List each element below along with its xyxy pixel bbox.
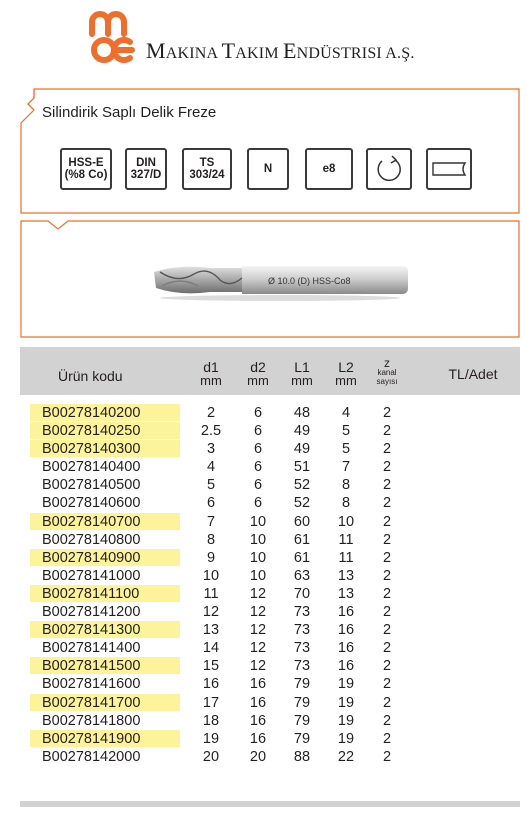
l1-cell: 61 bbox=[293, 531, 311, 548]
type-n-badge: N bbox=[247, 148, 289, 190]
d1-cell: 16 bbox=[202, 676, 220, 693]
z-cell: 2 bbox=[382, 459, 392, 476]
l2-cell: 11 bbox=[338, 531, 354, 548]
price-cell bbox=[413, 458, 520, 476]
l2-cell: 19 bbox=[337, 676, 355, 693]
l2-cell: 19 bbox=[337, 730, 355, 747]
z-cell: 2 bbox=[382, 513, 392, 530]
column-header-l1: L1 mm bbox=[291, 359, 313, 388]
product-code-cell: B00278140800 bbox=[42, 531, 141, 548]
d2-cell: 16 bbox=[249, 694, 267, 711]
z-cell: 2 bbox=[382, 748, 392, 765]
table-row bbox=[20, 585, 520, 603]
l2-cell: 4 bbox=[341, 405, 351, 421]
d1-cell: 15 bbox=[202, 658, 220, 675]
material-badge: HSS-E (%8 Co) bbox=[60, 148, 112, 190]
d2-cell: 10 bbox=[249, 567, 267, 584]
price-cell bbox=[413, 404, 520, 422]
d1-cell: 3 bbox=[206, 441, 216, 458]
z-cell: 2 bbox=[382, 567, 392, 584]
z-cell: 2 bbox=[382, 622, 392, 639]
product-code-cell: B00278142000 bbox=[42, 748, 141, 765]
l2-cell: 16 bbox=[337, 658, 355, 675]
d2-cell: 6 bbox=[253, 459, 263, 476]
product-title: Silindirik Saplı Delik Freze bbox=[42, 104, 217, 121]
table-row bbox=[20, 730, 520, 748]
price-cell bbox=[413, 440, 520, 458]
table-row bbox=[20, 422, 520, 440]
l1-cell: 73 bbox=[293, 640, 311, 657]
z-cell: 2 bbox=[382, 495, 392, 512]
z-cell: 2 bbox=[382, 441, 392, 458]
l1-cell: 63 bbox=[293, 567, 311, 584]
l2-cell: 5 bbox=[341, 423, 351, 440]
column-header-l2: L2 mm bbox=[335, 359, 357, 388]
z-cell: 2 bbox=[382, 531, 392, 548]
z-cell: 2 bbox=[382, 549, 392, 566]
d2-cell: 16 bbox=[249, 730, 267, 747]
table-row bbox=[20, 694, 520, 712]
l2-cell: 19 bbox=[337, 694, 355, 711]
d1-cell: 6 bbox=[206, 495, 216, 512]
z-cell: 2 bbox=[382, 640, 392, 657]
price-cell bbox=[413, 494, 520, 512]
z-cell: 2 bbox=[382, 405, 392, 421]
table-header bbox=[20, 347, 520, 395]
column-header-code: Ürün kodu bbox=[58, 368, 123, 384]
price-cell bbox=[413, 694, 520, 712]
l2-cell: 22 bbox=[337, 748, 355, 765]
product-code-cell: B00278141100 bbox=[30, 585, 180, 602]
l2-cell: 13 bbox=[337, 567, 355, 584]
product-code-cell: B00278140250 bbox=[30, 422, 180, 439]
l1-cell: 79 bbox=[293, 730, 311, 747]
rotation-icon bbox=[366, 148, 412, 190]
table-row bbox=[20, 603, 520, 621]
price-cell bbox=[413, 712, 520, 730]
d2-cell: 6 bbox=[253, 495, 263, 512]
d1-cell: 2.5 bbox=[200, 423, 222, 440]
d1-cell: 17 bbox=[202, 694, 220, 711]
d1-cell: 7 bbox=[206, 513, 216, 530]
d1-cell: 14 bbox=[202, 640, 220, 657]
z-cell: 2 bbox=[382, 585, 392, 602]
price-cell bbox=[413, 422, 520, 440]
l1-cell: 52 bbox=[293, 477, 311, 494]
product-code-cell: B00278140600 bbox=[42, 495, 141, 512]
l1-cell: 73 bbox=[293, 622, 311, 639]
price-cell bbox=[413, 549, 520, 567]
table-row bbox=[20, 712, 520, 730]
table-footer-bar bbox=[20, 801, 520, 807]
l1-cell: 49 bbox=[293, 441, 311, 458]
l1-cell: 79 bbox=[293, 712, 311, 729]
price-cell bbox=[413, 675, 520, 693]
price-cell bbox=[413, 567, 520, 585]
l1-cell: 79 bbox=[293, 694, 311, 711]
d2-cell: 20 bbox=[249, 748, 267, 765]
table-row bbox=[20, 440, 520, 458]
price-cell bbox=[413, 639, 520, 657]
table-row bbox=[20, 476, 520, 494]
d2-cell: 12 bbox=[249, 585, 267, 602]
d2-cell: 10 bbox=[249, 513, 267, 530]
d2-cell: 6 bbox=[253, 423, 263, 440]
table-row bbox=[20, 458, 520, 476]
z-cell: 2 bbox=[382, 694, 392, 711]
d1-cell: 20 bbox=[202, 748, 220, 765]
price-cell bbox=[413, 585, 520, 603]
table-row bbox=[20, 639, 520, 657]
d2-cell: 6 bbox=[253, 477, 263, 494]
product-code-cell: B00278140200 bbox=[30, 404, 180, 421]
l1-cell: 61 bbox=[293, 549, 311, 566]
l2-cell: 16 bbox=[337, 640, 355, 657]
table-row bbox=[20, 404, 520, 422]
table-row bbox=[20, 567, 520, 585]
l2-cell: 10 bbox=[337, 513, 355, 530]
l1-cell: 70 bbox=[293, 585, 311, 602]
d2-cell: 12 bbox=[249, 640, 267, 657]
price-cell bbox=[413, 531, 520, 549]
z-cell: 2 bbox=[382, 712, 392, 729]
l1-cell: 52 bbox=[293, 495, 311, 512]
d1-cell: 10 bbox=[202, 567, 220, 584]
d1-cell: 18 bbox=[202, 712, 220, 729]
product-code-cell: B00278140700 bbox=[30, 513, 180, 530]
product-code-cell: B00278141400 bbox=[42, 640, 141, 657]
d1-cell: 4 bbox=[206, 459, 216, 476]
price-cell bbox=[413, 657, 520, 675]
table-row bbox=[20, 531, 520, 549]
d2-cell: 16 bbox=[249, 712, 267, 729]
product-code-cell: B00278140300 bbox=[30, 440, 180, 457]
product-code-cell: B00278141900 bbox=[30, 730, 180, 747]
product-code-cell: B00278141000 bbox=[42, 567, 141, 584]
price-cell bbox=[413, 621, 520, 639]
price-cell bbox=[413, 603, 520, 621]
column-header-z: z kanal sayısı bbox=[376, 356, 398, 386]
d2-cell: 10 bbox=[249, 531, 267, 548]
d1-cell: 9 bbox=[206, 549, 216, 566]
l1-cell: 73 bbox=[293, 604, 311, 621]
table-row bbox=[20, 748, 520, 766]
price-cell bbox=[413, 513, 520, 531]
d2-cell: 6 bbox=[253, 441, 263, 458]
d2-cell: 6 bbox=[253, 405, 263, 421]
l1-cell: 60 bbox=[293, 513, 311, 530]
table-row bbox=[20, 657, 520, 675]
column-header-d2: d2 mm bbox=[247, 359, 269, 388]
d1-cell: 8 bbox=[206, 531, 216, 548]
product-code-cell: B00278140400 bbox=[42, 459, 141, 476]
product-code-cell: B00278141600 bbox=[42, 676, 141, 693]
z-cell: 2 bbox=[382, 658, 392, 675]
product-code-cell: B00278140500 bbox=[42, 477, 141, 494]
tool-marking: Ø 10.0 (D) HSS-Co8 bbox=[268, 276, 351, 286]
ts-standard-badge: TS 303/24 bbox=[182, 148, 232, 190]
tolerance-badge: e8 bbox=[305, 148, 353, 190]
d2-cell: 10 bbox=[249, 549, 267, 566]
l1-cell: 48 bbox=[293, 405, 311, 421]
product-code-cell: B00278141800 bbox=[42, 712, 141, 729]
column-header-d1: d1 mm bbox=[200, 359, 222, 388]
d1-cell: 12 bbox=[202, 604, 220, 621]
d2-cell: 16 bbox=[249, 676, 267, 693]
product-code-cell: B00278140900 bbox=[30, 549, 180, 566]
z-cell: 2 bbox=[382, 477, 392, 494]
l2-cell: 13 bbox=[337, 585, 355, 602]
table-row bbox=[20, 675, 520, 693]
l2-cell: 8 bbox=[341, 495, 351, 512]
z-cell: 2 bbox=[382, 604, 392, 621]
table-row bbox=[20, 513, 520, 531]
l2-cell: 7 bbox=[341, 459, 351, 476]
company-name: MAKINA TAKIM ENDÜSTRISI A.Ş. bbox=[146, 38, 415, 63]
d1-cell: 19 bbox=[202, 730, 220, 747]
d2-cell: 12 bbox=[249, 604, 267, 621]
l2-cell: 16 bbox=[337, 622, 355, 639]
z-cell: 2 bbox=[382, 676, 392, 693]
d2-cell: 12 bbox=[249, 658, 267, 675]
l1-cell: 73 bbox=[293, 658, 311, 675]
product-code-cell: B00278141500 bbox=[30, 657, 180, 674]
cylindrical-shank-icon bbox=[426, 148, 472, 190]
company-logo bbox=[84, 8, 136, 64]
end-mill-image bbox=[150, 258, 410, 302]
d2-cell: 12 bbox=[249, 622, 267, 639]
product-code-cell: B00278141200 bbox=[42, 604, 141, 621]
d1-cell: 11 bbox=[203, 585, 219, 602]
column-header-price: TL/Adet bbox=[448, 366, 498, 382]
product-code-cell: B00278141700 bbox=[30, 694, 180, 711]
product-table-body bbox=[20, 404, 520, 766]
d1-cell: 2 bbox=[206, 405, 216, 421]
product-code-cell: B00278141300 bbox=[30, 621, 180, 638]
price-cell bbox=[413, 476, 520, 494]
l2-cell: 5 bbox=[341, 441, 351, 458]
table-row bbox=[20, 494, 520, 512]
l1-cell: 51 bbox=[293, 459, 311, 476]
din-standard-badge: DIN 327/D bbox=[125, 148, 167, 190]
l2-cell: 8 bbox=[341, 477, 351, 494]
z-cell: 2 bbox=[382, 423, 392, 440]
price-cell bbox=[413, 730, 520, 748]
d1-cell: 13 bbox=[202, 622, 220, 639]
l2-cell: 19 bbox=[337, 712, 355, 729]
l1-cell: 79 bbox=[293, 676, 311, 693]
table-row bbox=[20, 621, 520, 639]
l1-cell: 49 bbox=[293, 423, 311, 440]
price-cell bbox=[413, 748, 520, 766]
l2-cell: 11 bbox=[338, 549, 354, 566]
d1-cell: 5 bbox=[206, 477, 216, 494]
l2-cell: 16 bbox=[337, 604, 355, 621]
table-row bbox=[20, 549, 520, 567]
z-cell: 2 bbox=[382, 730, 392, 747]
l1-cell: 88 bbox=[293, 748, 311, 765]
